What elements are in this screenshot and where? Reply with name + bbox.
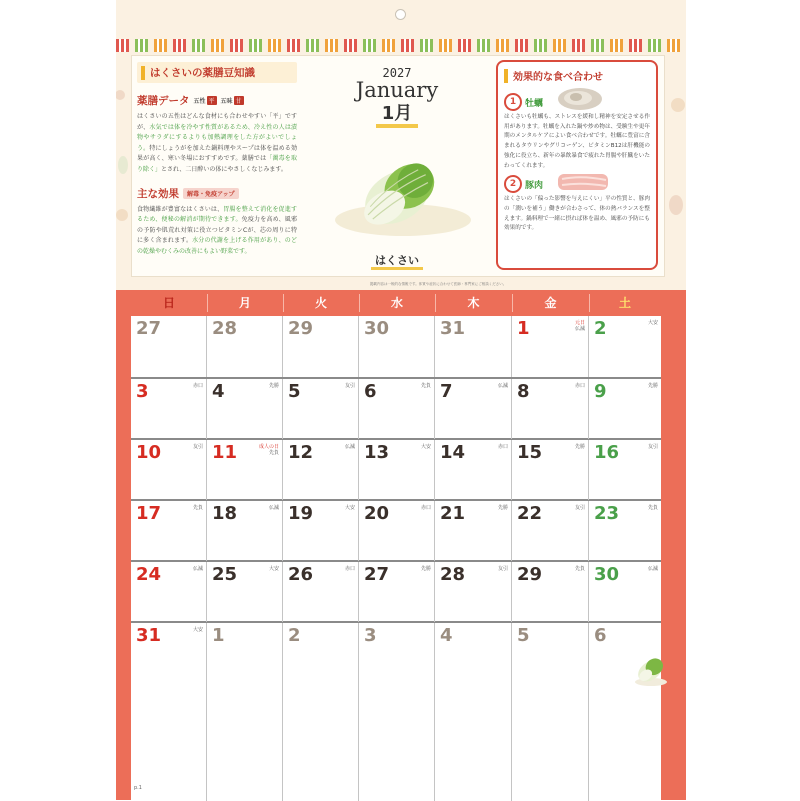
rokuyo-text: 大安 [192, 627, 203, 633]
chinese-cabbage-illustration [303, 142, 491, 242]
pairing-title [498, 62, 656, 83]
rokuyo-label [193, 566, 203, 572]
gosei-label: 五性 [193, 98, 206, 105]
rokuyo-label [259, 444, 279, 456]
rokuyo-text: 仏滅 [268, 505, 279, 511]
oyster-illustration [554, 85, 604, 111]
calendar-day-cell[interactable] [589, 316, 661, 377]
yakuzen-trivia [137, 62, 297, 258]
pairing-item-1-header [498, 93, 656, 111]
pairing-title-text: 効果的な食べ合わせ [513, 72, 603, 83]
rokuyo-text: 先勝 [574, 444, 585, 450]
footnote: 掲載内容は一般的な情報です。体質や症状に合わせて医師・専門家にご相談ください。 [370, 282, 507, 286]
calendar-day-cell[interactable] [435, 316, 512, 377]
rokuyo-label [193, 505, 203, 511]
yakuzen-title [137, 62, 297, 83]
effect-text-highlight-1: 胃腸を整えて消化を促進するため、便秘の解消が期待できます。 [137, 205, 297, 224]
calendar-day-cell[interactable] [512, 501, 589, 561]
day-number: 8 [517, 381, 530, 402]
month-header [303, 60, 491, 272]
decorative-vegetables-left [116, 55, 130, 285]
rokuyo-text: 友引 [574, 505, 585, 511]
calendar-day-cell[interactable] [131, 562, 207, 622]
rokuyo-label [269, 383, 279, 389]
calendar-day-cell[interactable] [131, 501, 207, 561]
data-text-highlight-1: 水気では体を冷やす性質があるため、冷え性の人は漬物やサラダにするよりも加熱調理をした方がよいでしょう。 [137, 123, 297, 152]
decorative-vegetables-right [664, 55, 686, 285]
day-number: 3 [364, 625, 377, 646]
day-number: 31 [440, 318, 466, 339]
rokuyo-label [498, 505, 508, 511]
day-number: 15 [517, 442, 543, 463]
calendar-day-cell[interactable] [131, 316, 207, 377]
gosei-tag [194, 96, 217, 105]
rokuyo-text: 先勝 [647, 383, 658, 389]
food-pairing-box [496, 60, 658, 270]
rokuyo-label [575, 566, 585, 572]
day-number: 16 [594, 442, 620, 463]
calendar-day-cell[interactable] [435, 623, 512, 801]
calendar-day-cell[interactable] [207, 379, 283, 439]
data-text-highlight-2: 「濁毒を取り除く」 [137, 155, 297, 173]
rokuyo-label [648, 383, 658, 389]
day-number: 5 [288, 381, 301, 402]
day-number: 2 [594, 318, 607, 339]
rokuyo-label [648, 566, 658, 572]
weekday-label: 日 [162, 296, 175, 310]
rokuyo-text: 先勝 [268, 383, 279, 389]
rokuyo-text: 友引 [344, 383, 355, 389]
calendar-day-cell[interactable] [589, 623, 661, 801]
calendar-day-cell[interactable] [207, 316, 283, 377]
calendar-day-cell[interactable] [512, 379, 589, 439]
weekday-divider [435, 294, 436, 312]
rokuyo-label [421, 505, 431, 511]
rokuyo-label [648, 320, 658, 326]
pairing-item-1-text: はくさいも牡蠣も、ストレスを緩和し精神を安定させる作用があります。牡蠣を入れた鍋や炒め物は、受験生や更年期のメンタルケアによい食べ合わせです。牡蠣に豊富に含まれるタウリンやグリコーゲン、ビタミンB12は肝機能の強化に役立ち、新年の暴飲暴食で疲れた胃腸や肝臓をいたわってくれます。 [504, 114, 650, 169]
day-number: 26 [288, 564, 314, 585]
calendar-day-cell[interactable] [435, 501, 512, 561]
weekday-divider [283, 294, 284, 312]
rokuyo-label [193, 444, 203, 450]
holiday-name: 成人の日 [258, 444, 279, 450]
pairing-item-2-header [498, 175, 656, 193]
day-number: 21 [440, 503, 466, 524]
weekday-divider [512, 294, 513, 312]
weekday-label: 火 [314, 296, 327, 310]
gomi-tag [221, 96, 244, 105]
day-number: 3 [136, 381, 149, 402]
rokuyo-text: 仏滅 [497, 383, 508, 389]
decorative-stripe [116, 39, 686, 52]
weekday-label: 月 [238, 296, 251, 310]
day-number: 13 [364, 442, 390, 463]
rokuyo-text: 先負 [192, 505, 203, 511]
rokuyo-label [421, 383, 431, 389]
calendar-day-cell[interactable] [207, 501, 283, 561]
chinese-cabbage-small-icon [630, 654, 670, 688]
rokuyo-label [575, 383, 585, 389]
day-number: 2 [288, 625, 301, 646]
rokuyo-text: 赤口 [344, 566, 355, 572]
day-number: 25 [212, 564, 238, 585]
calendar-day-cell[interactable] [359, 440, 435, 500]
yakuzen-data-text [137, 112, 297, 176]
day-number: 9 [594, 381, 607, 402]
calendar-day-cell[interactable] [435, 562, 512, 622]
number-badge-1: 1 [504, 93, 522, 111]
day-number: 17 [136, 503, 162, 524]
data-text-1: はくさいの五性はどんな食材にも合わせやすい「平」ですが、 [137, 113, 297, 131]
rokuyo-text: 大安 [420, 444, 431, 450]
calendar-day-cell[interactable] [207, 623, 283, 801]
rokuyo-text: 友引 [497, 566, 508, 572]
day-number: 30 [594, 564, 620, 585]
calendar-day-cell[interactable] [359, 379, 435, 439]
yakuzen-title-text: はくさいの薬膳豆知識 [150, 67, 255, 79]
calendar-day-cell[interactable] [435, 440, 512, 500]
rokuyo-label [345, 444, 355, 450]
rokuyo-text: 先勝 [420, 566, 431, 572]
rokuyo-label [648, 444, 658, 450]
rokuyo-text: 大安 [344, 505, 355, 511]
day-number: 6 [364, 381, 377, 402]
rokuyo-label [498, 444, 508, 450]
calendar-day-cell[interactable] [207, 440, 283, 500]
calendar-day-cell[interactable] [359, 623, 435, 801]
rokuyo-label [345, 566, 355, 572]
day-number: 27 [136, 318, 162, 339]
calendar-day-cell[interactable] [359, 562, 435, 622]
day-number: 1 [517, 318, 530, 339]
title-bar-mark [141, 66, 145, 80]
rokuyo-text: 先負 [574, 566, 585, 572]
day-number: 22 [517, 503, 543, 524]
calendar-day-cell[interactable] [589, 562, 661, 622]
calendar-day-cell[interactable] [207, 562, 283, 622]
day-number: 29 [517, 564, 543, 585]
vegetable-name [303, 252, 491, 268]
calendar-day-cell[interactable] [283, 440, 359, 500]
day-number: 31 [136, 625, 162, 646]
calendar-day-cell[interactable] [589, 501, 661, 561]
year-label: 2027 [382, 66, 412, 80]
weekday-label: 水 [390, 296, 403, 310]
rokuyo-text: 仏滅 [574, 326, 585, 332]
rokuyo-label [345, 505, 355, 511]
day-number: 14 [440, 442, 466, 463]
day-number: 28 [440, 564, 466, 585]
day-number: 24 [136, 564, 162, 585]
day-number: 29 [288, 318, 314, 339]
rokuyo-text: 先負 [647, 505, 658, 511]
calendar-day-cell[interactable] [512, 316, 589, 377]
rokuyo-label [498, 383, 508, 389]
day-number: 27 [364, 564, 390, 585]
number-badge-2: 2 [504, 175, 522, 193]
calendar-day-cell[interactable] [131, 379, 207, 439]
day-number: 18 [212, 503, 238, 524]
calendar-day-cell[interactable] [283, 562, 359, 622]
calendar-day-cell[interactable] [283, 623, 359, 801]
calendar-day-cell[interactable] [512, 440, 589, 500]
effect-text-highlight-2: 水分の代謝を上げる作用があり、のどの乾燥やむくみの改善にもよい野菜です。 [137, 237, 297, 255]
rokuyo-label [421, 444, 431, 450]
weekday-label: 金 [544, 296, 557, 310]
rokuyo-text: 先負 [268, 450, 279, 456]
rokuyo-label [648, 505, 658, 511]
calendar-day-cell[interactable] [131, 623, 207, 801]
effect-text-2: 免疫力を高め、風邪の予防や肌荒れ対策に役立つビタミンCが、芯の周りに特に多く含まれます。 [137, 216, 298, 245]
rokuyo-text: 友引 [192, 444, 203, 450]
calendar-day-cell[interactable] [512, 562, 589, 622]
day-number: 19 [288, 503, 314, 524]
rokuyo-text: 友引 [647, 444, 658, 450]
pairing-item-2-text: はくさいの「偏った影響を与えにくい」平の性質と、豚肉の「潤いを補う」働きが合わさって、体の熱バランスを整えます。鍋料理で一緒に摂れば体を温め、風邪の予防にも効果的です。 [504, 196, 650, 232]
rokuyo-label [269, 566, 279, 572]
rokuyo-label [345, 383, 355, 389]
day-number: 1 [212, 625, 225, 646]
day-number: 4 [212, 381, 225, 402]
rokuyo-label [193, 383, 203, 389]
day-number: 11 [212, 442, 238, 463]
rokuyo-label [575, 320, 585, 332]
rokuyo-label [498, 566, 508, 572]
data-text-3: とされ、二日酔いの体にやさしくなじみます。 [161, 165, 287, 173]
rokuyo-label [575, 505, 585, 511]
effect-heading-text: 主な効果 [137, 187, 179, 200]
gosei-value: 平 [208, 98, 215, 105]
vegetable-name-text: はくさい [371, 254, 423, 270]
rokuyo-text: 先負 [420, 383, 431, 389]
pairing-bar-mark [504, 69, 508, 83]
calendar-day-cell[interactable] [283, 379, 359, 439]
rokuyo-text: 仏滅 [192, 566, 203, 572]
day-number: 4 [440, 625, 453, 646]
weekday-divider [207, 294, 208, 312]
rokuyo-text: 大安 [268, 566, 279, 572]
weekday-label: 土 [618, 296, 631, 310]
pairing-item-2-label: 豚肉 [525, 180, 544, 191]
page-number: p.1 [134, 785, 142, 791]
day-number: 7 [440, 381, 453, 402]
calendar-day-cell[interactable] [131, 440, 207, 500]
day-number: 30 [364, 318, 390, 339]
rokuyo-label [575, 444, 585, 450]
effect-heading [137, 186, 297, 201]
calendar-day-cell[interactable] [359, 501, 435, 561]
rokuyo-text: 赤口 [497, 444, 508, 450]
gomi-label: 五味 [220, 98, 233, 105]
day-number: 5 [517, 625, 530, 646]
day-number: 6 [594, 625, 607, 646]
day-number: 28 [212, 318, 238, 339]
effect-text-1: 食物繊維が豊富なはくさいは、 [137, 205, 224, 213]
calendar-day-cell[interactable] [589, 379, 661, 439]
weekday-divider [589, 294, 590, 312]
rokuyo-text: 赤口 [420, 505, 431, 511]
day-number: 20 [364, 503, 390, 524]
rokuyo-text: 仏滅 [647, 566, 658, 572]
calendar-day-cell[interactable] [512, 623, 589, 801]
effect-tag: 解毒・免疫アップ [183, 188, 239, 199]
data-heading-text: 薬膳データ [137, 95, 190, 107]
day-number: 12 [288, 442, 314, 463]
weekday-divider [359, 294, 360, 312]
calendar-day-cell[interactable] [283, 501, 359, 561]
weekday-label: 木 [467, 296, 480, 310]
calendar-day-cell[interactable] [589, 440, 661, 500]
calendar-day-cell[interactable] [435, 379, 512, 439]
pork-illustration [556, 171, 612, 193]
holiday-name: 元日 [574, 320, 585, 326]
gomi-value: 甘 [235, 98, 242, 105]
rokuyo-text: 先勝 [497, 505, 508, 511]
rokuyo-label [269, 505, 279, 511]
pairing-item-1-label: 牡蠣 [525, 98, 544, 109]
month-name-en: January [355, 78, 439, 102]
rokuyo-text: 赤口 [192, 383, 203, 389]
effect-text [137, 205, 297, 258]
day-number: 10 [136, 442, 162, 463]
month-name-jp: 1月 [376, 104, 419, 128]
rokuyo-text: 大安 [647, 320, 658, 326]
yakuzen-data-heading [137, 93, 297, 108]
rokuyo-label [193, 627, 203, 633]
data-text-2: 特にしょうがを加えた鍋料理やスープは体を温める効果が高く、寒い冬場におすすめです。薬膳では [137, 144, 297, 163]
day-number: 23 [594, 503, 620, 524]
calendar-day-cell[interactable] [359, 316, 435, 377]
rokuyo-text: 赤口 [574, 383, 585, 389]
rokuyo-text: 仏滅 [344, 444, 355, 450]
calendar-day-cell[interactable] [283, 316, 359, 377]
rokuyo-label [421, 566, 431, 572]
hanging-hole [395, 9, 406, 20]
